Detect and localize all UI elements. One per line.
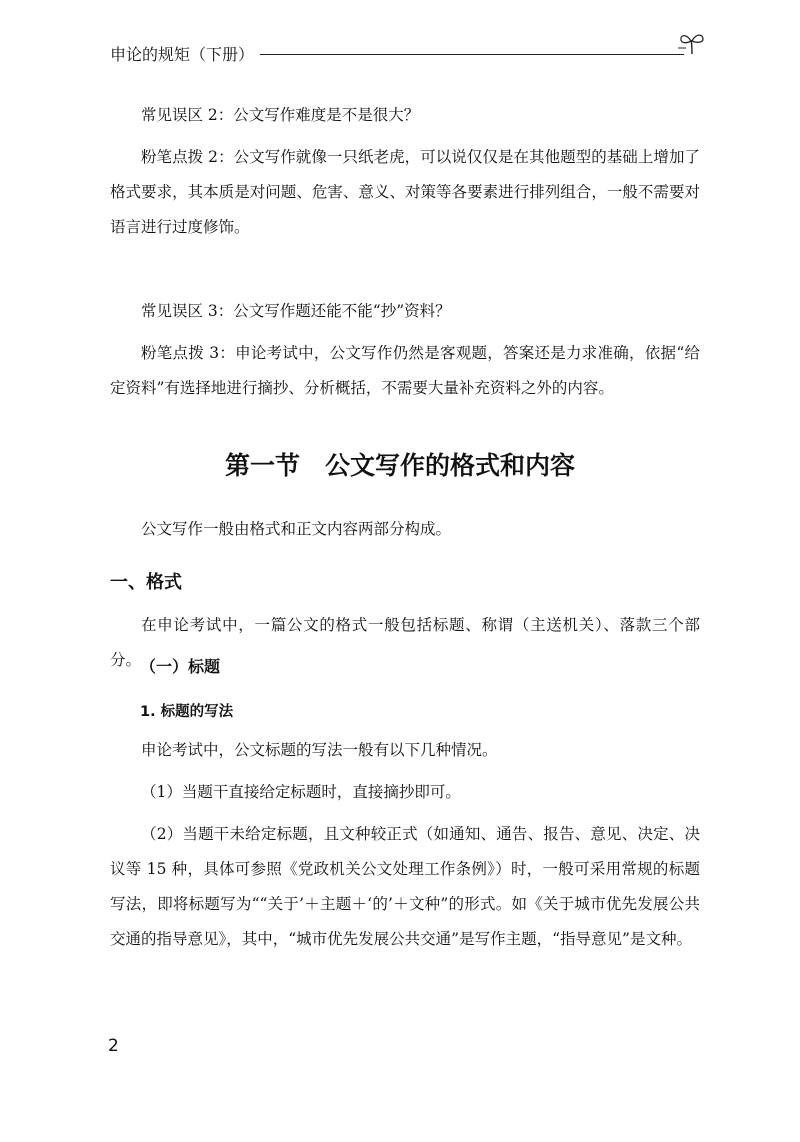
header-rule (260, 54, 684, 55)
page-number: 2 (108, 1036, 119, 1056)
heading-title: （一）标题 (140, 657, 221, 676)
heading-title-writing: 1. 标题的写法 (140, 704, 234, 720)
book-title: 申论的规矩（下册） (110, 45, 255, 64)
format-intro: 在申论考试中，一篇公文的格式一般包括标题、称谓（主送机关）、落款三个部分。 (110, 616, 700, 669)
heading-format: 一、格式 (110, 572, 182, 593)
misconception-2: 常见误区 2：公文写作难度是不是很大？ (141, 106, 420, 124)
tip-2: 粉笔点拨 2：公文写作就像一只纸老虎，可以说仅仅是在其他题型的基础上增加了格式要求，其本质是对问题、危害、意义、对策等各要素进行排列组合，一般不需要对语言进行过度修饰。 (110, 148, 700, 236)
list-item-2: （2）当题干未给定标题，且文种较正式（如通知、通告、报告、意见、决定、决议等 15 种，具体可参照《党政机关公文处理工作条例》）时，一般可采用常规的标题写法，即将标题写为““关于’＋主题＋‘的’＋文种”的形式。如《关于城市优先发展公共交通的指导意见》，其中，“城市优先发展公共交通”是写作主题，“指导意见”是文种。 (110, 825, 700, 948)
sprout-icon (678, 30, 706, 56)
tip-3: 粉笔点拨 3：申论考试中，公文写作仍然是客观题，答案还是力求准确，依据“给定资料”有选择地进行摘抄、分析概括，不需要大量补充资料之外的内容。 (110, 344, 700, 397)
misconception-3: 常见误区 3：公文写作题还能不能“抄”资料？ (141, 302, 451, 320)
list-item-1: （1）当题干直接给定标题时，直接摘抄即可。 (141, 783, 461, 801)
title-writing-intro: 申论考试中，公文标题的写法一般有以下几种情况。 (141, 741, 498, 759)
section-intro: 公文写作一般由格式和正文内容两部分构成。 (141, 520, 452, 538)
running-header (110, 36, 700, 70)
section-title: 第一节 公文写作的格式和内容 (224, 451, 575, 480)
